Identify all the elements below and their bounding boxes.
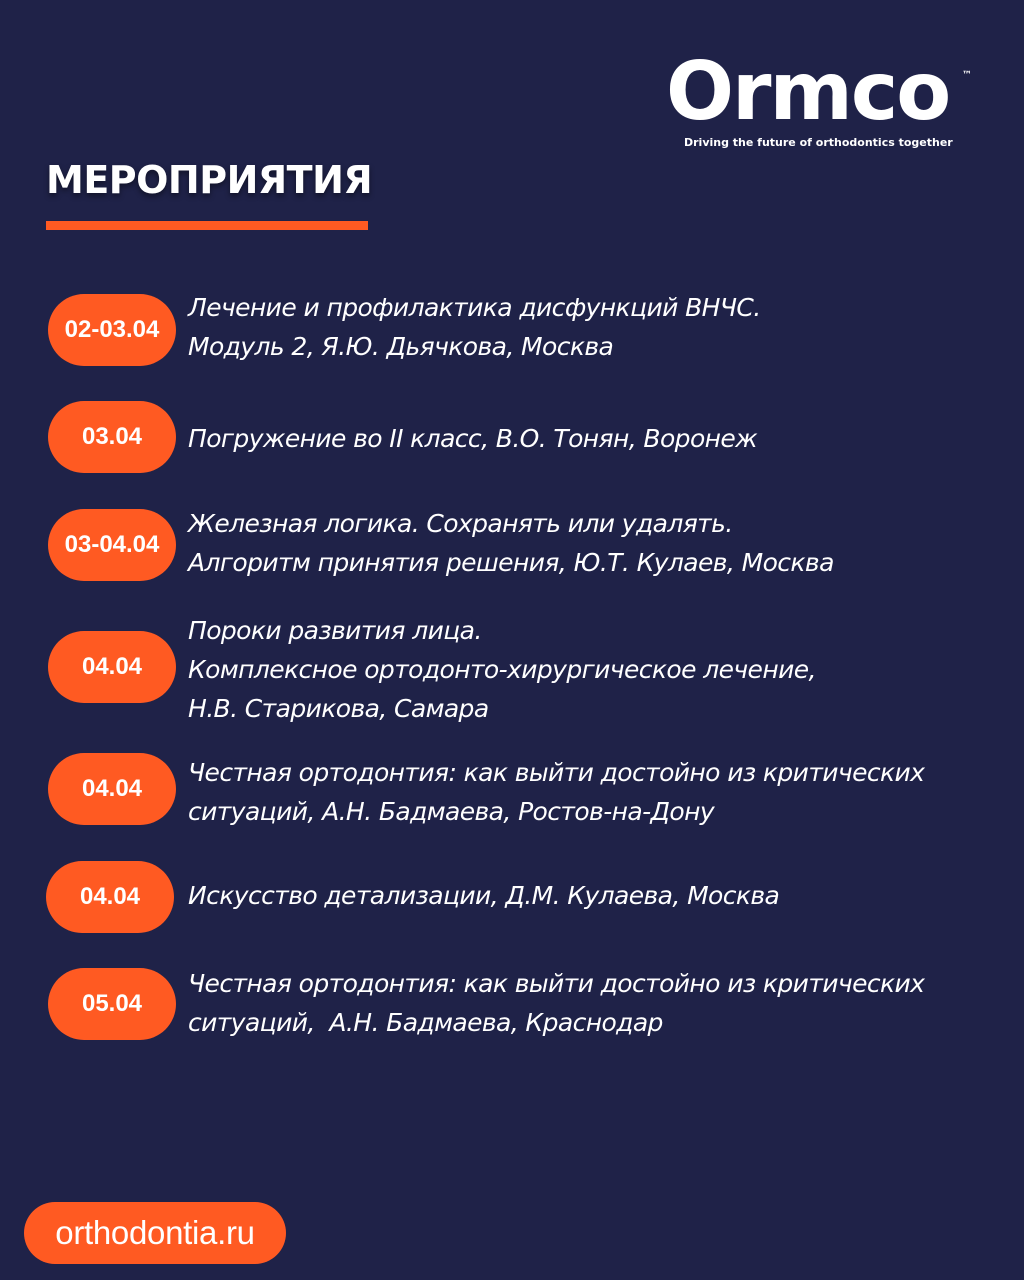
ormco-logo xyxy=(666,45,986,152)
event-line: Погружение во II класс, В.О. Тонян, Воронеж xyxy=(188,424,758,453)
event-line: ситуаций, А.Н. Бадмаева, Ростов-на-Дону xyxy=(188,797,715,826)
event-description xyxy=(188,504,988,582)
logo-tagline: Driving the future of orthodontics together xyxy=(684,136,953,149)
event-line: ситуаций, А.Н. Бадмаева, Краснодар xyxy=(188,1008,663,1037)
website-link[interactable]: orthodontia.ru xyxy=(24,1202,286,1264)
page-title: МЕРОПРИЯТИЯ xyxy=(46,158,373,202)
event-description xyxy=(188,964,988,1042)
event-date-badge: 02-03.04 xyxy=(48,294,176,366)
title-underline xyxy=(46,221,368,230)
event-date-badge: 05.04 xyxy=(48,968,176,1040)
logo-wordmark: Ormco xyxy=(666,45,950,138)
event-line: Лечение и профилактика дисфункций ВНЧС. xyxy=(188,293,761,322)
logo-trademark: ™ xyxy=(962,70,972,81)
event-date-badge: 04.04 xyxy=(48,753,176,825)
event-line: Искусство детализации, Д.М. Кулаева, Москва xyxy=(188,881,780,910)
event-line: Алгоритм принятия решения, Ю.Т. Кулаев, Москва xyxy=(188,548,834,577)
event-line: Честная ортодонтия: как выйти достойно из критических xyxy=(188,758,925,787)
event-description xyxy=(188,611,988,728)
event-date-badge: 03-04.04 xyxy=(48,509,176,581)
event-line: Пороки развития лица. xyxy=(188,616,482,645)
event-line: Комплексное ортодонто-хирургическое лечение, xyxy=(188,655,816,684)
event-description xyxy=(188,876,988,915)
event-date-badge: 04.04 xyxy=(46,861,174,933)
event-line: Честная ортодонтия: как выйти достойно из критических xyxy=(188,969,925,998)
event-line: Железная логика. Сохранять или удалять. xyxy=(188,509,733,538)
event-description xyxy=(188,419,988,458)
event-description xyxy=(188,753,988,831)
event-line: Н.В. Старикова, Самара xyxy=(188,694,489,723)
event-description xyxy=(188,288,988,366)
event-line: Модуль 2, Я.Ю. Дьячкова, Москва xyxy=(188,332,614,361)
event-date-badge: 03.04 xyxy=(48,401,176,473)
event-date-badge: 04.04 xyxy=(48,631,176,703)
